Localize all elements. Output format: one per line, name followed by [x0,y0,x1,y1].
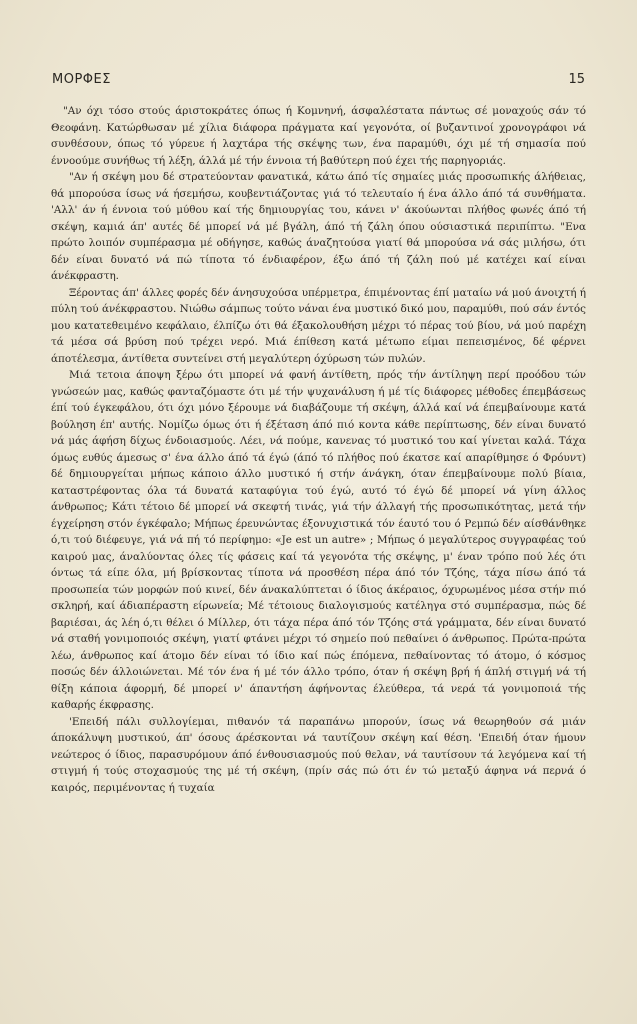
paragraph: Μιά τετοια άποψη ξέρω ότι μπορεί νά φανή άντίθετη, πρός τήν άντίληψη περί προόδου τών γνώσεών μας, καθώς φανταζόμαστε ότι μέ τήν ψυχανάλυση ή μέ τίς διάφορες μέθοδες έπεμβάσεως έπί τού έγκεφάλου, ότι όχι μόνο ξέρουμε νά διαβάζουμε τή σκέψη, άλλά καί νά έπεμβαίνουμε κατά βούληση έπ' αυτής. Νομίζω όμως ότι ή έξέταση άπό πιό κοντα κάθε περίπτωσης, δέν είναι δυνατό νά μάς άφήση δίχως ένδοιασμούς. Λέει, νά πούμε, κανενας τό μυστικό του καί γίνεται καλά. Τάχα όμως ευθύς άμεσως σ' ένα άλλο άπό τά έγώ (άπό τό πλήθος πού έκατσε καί απαρίθμησε ό Φρόυντ) δέ δημιουργείται μήπως κάποιο άλλο μυστικό ή στήν άνάγκη, όταν έπεμβαίνουμε πολύ βίαια, καταστρέφοντας όλα τά δυνατά καταφύγια τού έγώ, αυτό τό έγώ δέ μπορεί νά γίνη άλλος άνθρωπος; Κάτι τέτοιο δέ μπορεί νά σκεφτή τινάς, γιά τήν άλλαγή τής προσωπικότητας, μετά τήν έγχείρηση στόν έγκέφαλο; Μήπως έρευνώντας έξονυχιστικά τόν έαυτό του ό Ρεμπώ δέν αίσθάνθηκε ό,τι τού διέφευγε, γιά νά πή τό περίφημο: «Je est un autre» ; Μήπως ό μεγαλύτερος συγγραφέας τού καιρού μας, άναλύοντας όλες τίς φάσεις καί τά γεγονότα τής σκέψης, μ' έναν τρόπο πού λές ότι όντως τά είπε όλα, μή βρίσκοντας τίποτα νά προσθέση πέρα άπό τόν Τζόης, τάχα πίσω άπό τά προσωπεία τών μορφών πού κινεί, δέν άνακαλύπτεται ό ίδιος άκέραιος, όχυρωμένος μέσα στήν πιό σκληρή, καί άδιαπέραστη είρωνεία; Μέ τέτοιους διαλογισμούς κατέληγα στό συμπέρασμα, πώς δέ βαριέσαι, άς λέη ό,τι θέλει ό Μίλλερ, ότι τάχα πέρα άπό τόν Τζόης στά γράμματα, δέν είναι δυνατό νά σταθή γονιμοποιός σκέψη, γιατί φτάνει μέχρι τό σημείο πού πεθαίνει ό άνθρωπος. Πρώτα-πρώτα λέω, άνθρωπος καί άτομο δέν είναι τό ίδιο καί πώς έπόμενα, πεθαίνοντας τό άτομο, ό κόσμος ποσώς δέν άλλοιώνεται. Μέ τόν ένα ή μέ τόν άλλο τρόπο, όταν ή σκέψη βρή ή άπλή στιγμή νά τή θίξη κάποια άφορμή, δέ μπορεί ν' άπαντήση άφήνοντας έλεύθερα, τά νερά τά γονιμοποιά τής καθαρής έκφρασης. [51,369,586,711]
paragraph: "Αν ή σκέψη μου δέ στρατεύονταν φανατικά, κάτω άπό τίς σημαίες μιάς προσωπικής άλήθειας, θά μπορούσα ίσως νά ήσεμήσω, κουβεντιάζοντας γιά τό τελευταίο ή ένα άλλο άπό τά συνθήματα. 'Αλλ' άν ή έννοια τού μύθου καί τής δημιουργίας του, κάνει ν' άκούωνται πλήθος φωνές άπό τή σκέψη, καμιά άπ' αυτές δέ μπορεί νά μέ βγάλη, άπό τή ζάλη όπου ούσιαστικά περιπίπτω. "Ενα πρώτο λοιπόν συμπέρασμα μέ οδήγησε, καθώς άναζητούσα γιατί θά μπορούσα νά σάς μιλήσω, ότι δέν είναι δυνατό νά πώ τίποτα τό ένδιαφέρον, έξω άπό τή ζάλη πού μέ κατέχει καί είναι άνέκφραστη. [51,171,586,282]
paragraph: Ξέροντας άπ' άλλες φορές δέν άνησυχούσα υπέρμετρα, έπιμένοντας έπί ματαίω νά μού άνοιχτή ή πύλη τού άνέκφραστου. Νιώθω σάμπως τούτο νάναι ένα μυστικό δικό μου, παραμύθι, πού σάν έντός μου κατατεθειμένο κεφάλαιο, έλπίζω ότι θά έξακολουθήση μέχρι τό πέρας τού βίου, νά μού παρέχη τά μέσα σά βρύση πού τρέχει νερό. Μιά έπίθεση κατά μέτωπο είμαι πεπεισμένος, δέ φέρνει άποτέλεσμα, άντίθετα συντείνει στή μεγαλύτερη όχύρωση τών πυλών. [51,286,586,365]
body-text [51,103,586,796]
paragraph: 'Επειδή πάλι συλλογίεμαι, πιθανόν τά παραπάνω μπορούν, ίσως νά θεωρηθούν σά μιάν άποκάλυψη μυστικού, άπ' όσους άρέσκονται νά ταυτίζουν σκέψη καί θέση. 'Επειδή όταν ήμουν νεώτερος ό ίδιος, παρασυρόμουν άπό ένθουσιασμούς πού θελαν, νά ταυτίσουν τά λεγόμενα καί τή στιγμή ή τούς στοχασμούς της μέ τή σκέψη, (πρίν σάς πώ ότι έν τώ μεταξύ άφηνα νά περνά ό καιρός, περιμένοντας ή τυχαία [51,715,586,794]
paragraph: "Αν όχι τόσο στούς άριστοκράτες όπως ή Κομνηνή, άσφαλέστατα πάντως σέ μοναχούς σάν τό Θεοφάνη. Κατώρθωσαν μέ χίλια διάφορα πράγματα καί γεγονότα, οί βυζαντινοί χρονογράφοι νά συνθέσουν, όπως τό γύρευε ή λαχτάρα τής σκέψης των, ένα παραμύθι, όχι μέ τή σημασία πού έννοούμε συνήθως τή λέξη, άλλά μέ τήν έννοια τή βαθύτερη πού έχει τής παρηγοριάς. [51,105,586,167]
page-number: 15 [568,72,585,87]
running-head: ΜΟΡΦΕΣ [52,72,111,87]
page-header [52,72,585,92]
